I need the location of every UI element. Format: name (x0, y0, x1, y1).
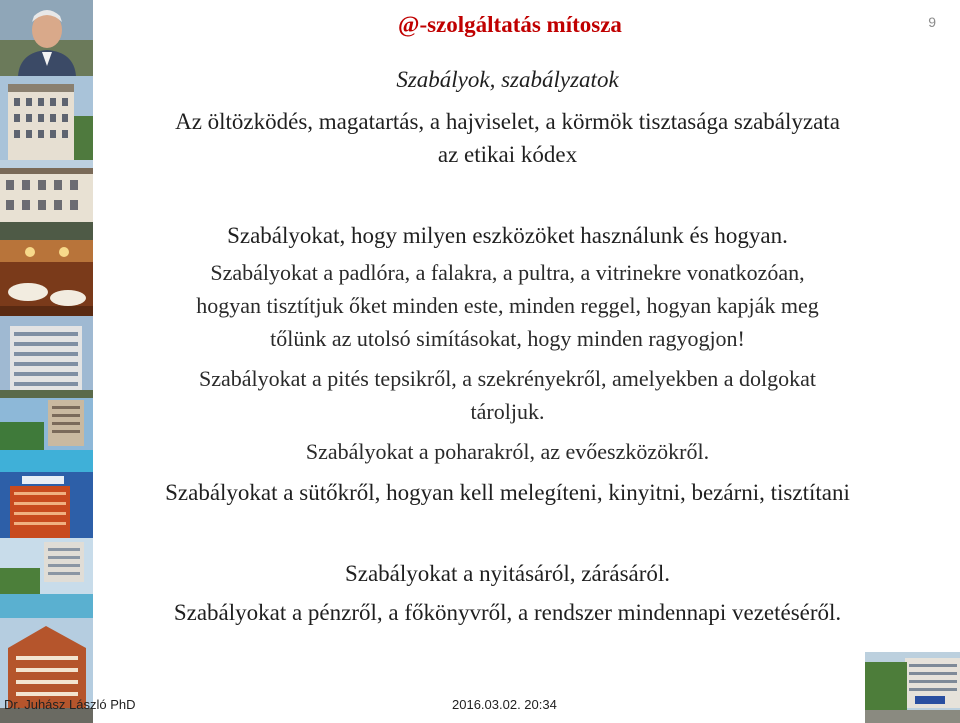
text-line: Az öltözködés, magatartás, a hajviselet, a körmök tisztasága szabályzata (175, 109, 840, 134)
pool-resort-photo (0, 398, 93, 472)
text-line: hogyan tisztítjuk őket minden este, minden reggel, hogyan kapják meg (196, 293, 819, 318)
slide-title: @-szolgáltatás mítosza (398, 12, 622, 37)
text-line: Szabályokat a sütőkről, hogyan kell melegíteni, kinyitni, bezárni, tisztítani (165, 480, 850, 505)
footer-datetime: 2016.03.02. 20:34 (452, 697, 557, 712)
text-line: Szabályokat, hogy milyen eszközöket használunk és hogyan. (227, 223, 788, 248)
corner-hotel-photo (865, 652, 960, 723)
sidebar-photo-strip (0, 0, 93, 723)
text-line: Szabályokat a pités tepsikről, a szekrényekről, amelyekben a dolgokat (198, 366, 816, 391)
page-number: 9 (928, 14, 936, 30)
portrait-photo (0, 0, 93, 76)
slide-subtitle: Szabályok, szabályzatok (396, 67, 619, 92)
restaurant-interior-photo (0, 240, 93, 316)
footer-author: Dr. Juhász László PhD (4, 697, 136, 712)
text-line: Szabályokat a pénzről, a főkönyvről, a rendszer mindennapi vezetéséről. (173, 600, 842, 625)
text-line: az etikai kódex (437, 142, 578, 167)
novotel-hotel-photo (0, 472, 93, 538)
hotel-building-photo (0, 76, 93, 160)
text-line: Szabályokat a poharakról, az evőeszközökről. (305, 439, 710, 464)
hotel-facade-photo (0, 160, 93, 240)
lakeside-resort-photo (0, 538, 93, 618)
text-line: tőlünk az utolsó simításokat, hogy minden ragyogjon! (270, 326, 745, 351)
text-line: tároljuk. (470, 399, 545, 424)
text-line: Szabályokat a padlóra, a falakra, a pultra, a vitrinekre vonatkozóan, (210, 260, 805, 285)
text-line: Szabályokat a nyitásáról, zárásáról. (344, 561, 671, 586)
modern-hotel-photo (0, 316, 93, 398)
